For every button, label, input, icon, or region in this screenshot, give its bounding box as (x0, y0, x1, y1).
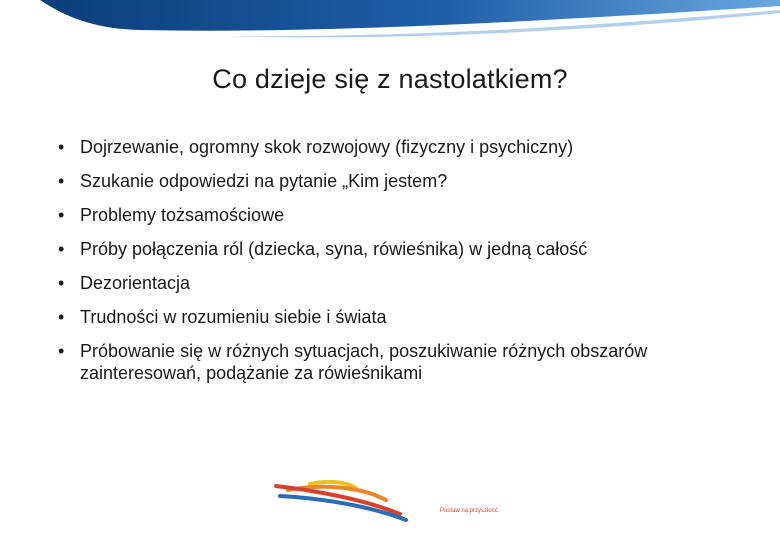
bullet-icon: • (58, 273, 65, 293)
bullet-text: Problemy tożsamościowe (80, 205, 285, 225)
bullet-item (56, 238, 746, 260)
bullet-text: Próbowanie się w różnych sytuacjach, poszukiwanie różnych obszarów zainteresowań, podążanie za rówieśnikami (80, 341, 648, 383)
program-logo (270, 474, 430, 526)
bullet-text: Dojrzewanie, ogromny skok rozwojowy (fizyczny i psychiczny) (80, 137, 574, 157)
bullet-icon: • (58, 239, 65, 259)
bullet-icon: • (58, 341, 65, 361)
bullet-icon: • (58, 137, 65, 157)
bullet-item (56, 170, 746, 192)
bullet-text: Próby połączenia ról (dziecka, syna, rówieśnika) w jedną całość (80, 239, 588, 259)
bullet-item (56, 136, 746, 158)
bullet-icon: • (58, 307, 65, 327)
bullet-item (56, 306, 746, 328)
bullet-icon: • (58, 171, 65, 191)
header-decorative-band (0, 0, 780, 48)
bullet-list (56, 136, 746, 396)
bullet-item (56, 272, 746, 294)
bullet-item (56, 340, 746, 384)
bullet-text: Szukanie odpowiedzi na pytanie „Kim jestem? (80, 171, 448, 191)
bullet-text: Trudności w rozumieniu siebie i świata (80, 307, 387, 327)
bullet-text: Dezorientacja (80, 273, 191, 293)
bullet-item (56, 204, 746, 226)
slide-title: Co dzieje się z nastolatkiem? (212, 64, 568, 94)
footer-slogan: Postaw na przyszłość (440, 508, 498, 514)
bullet-icon: • (58, 205, 65, 225)
